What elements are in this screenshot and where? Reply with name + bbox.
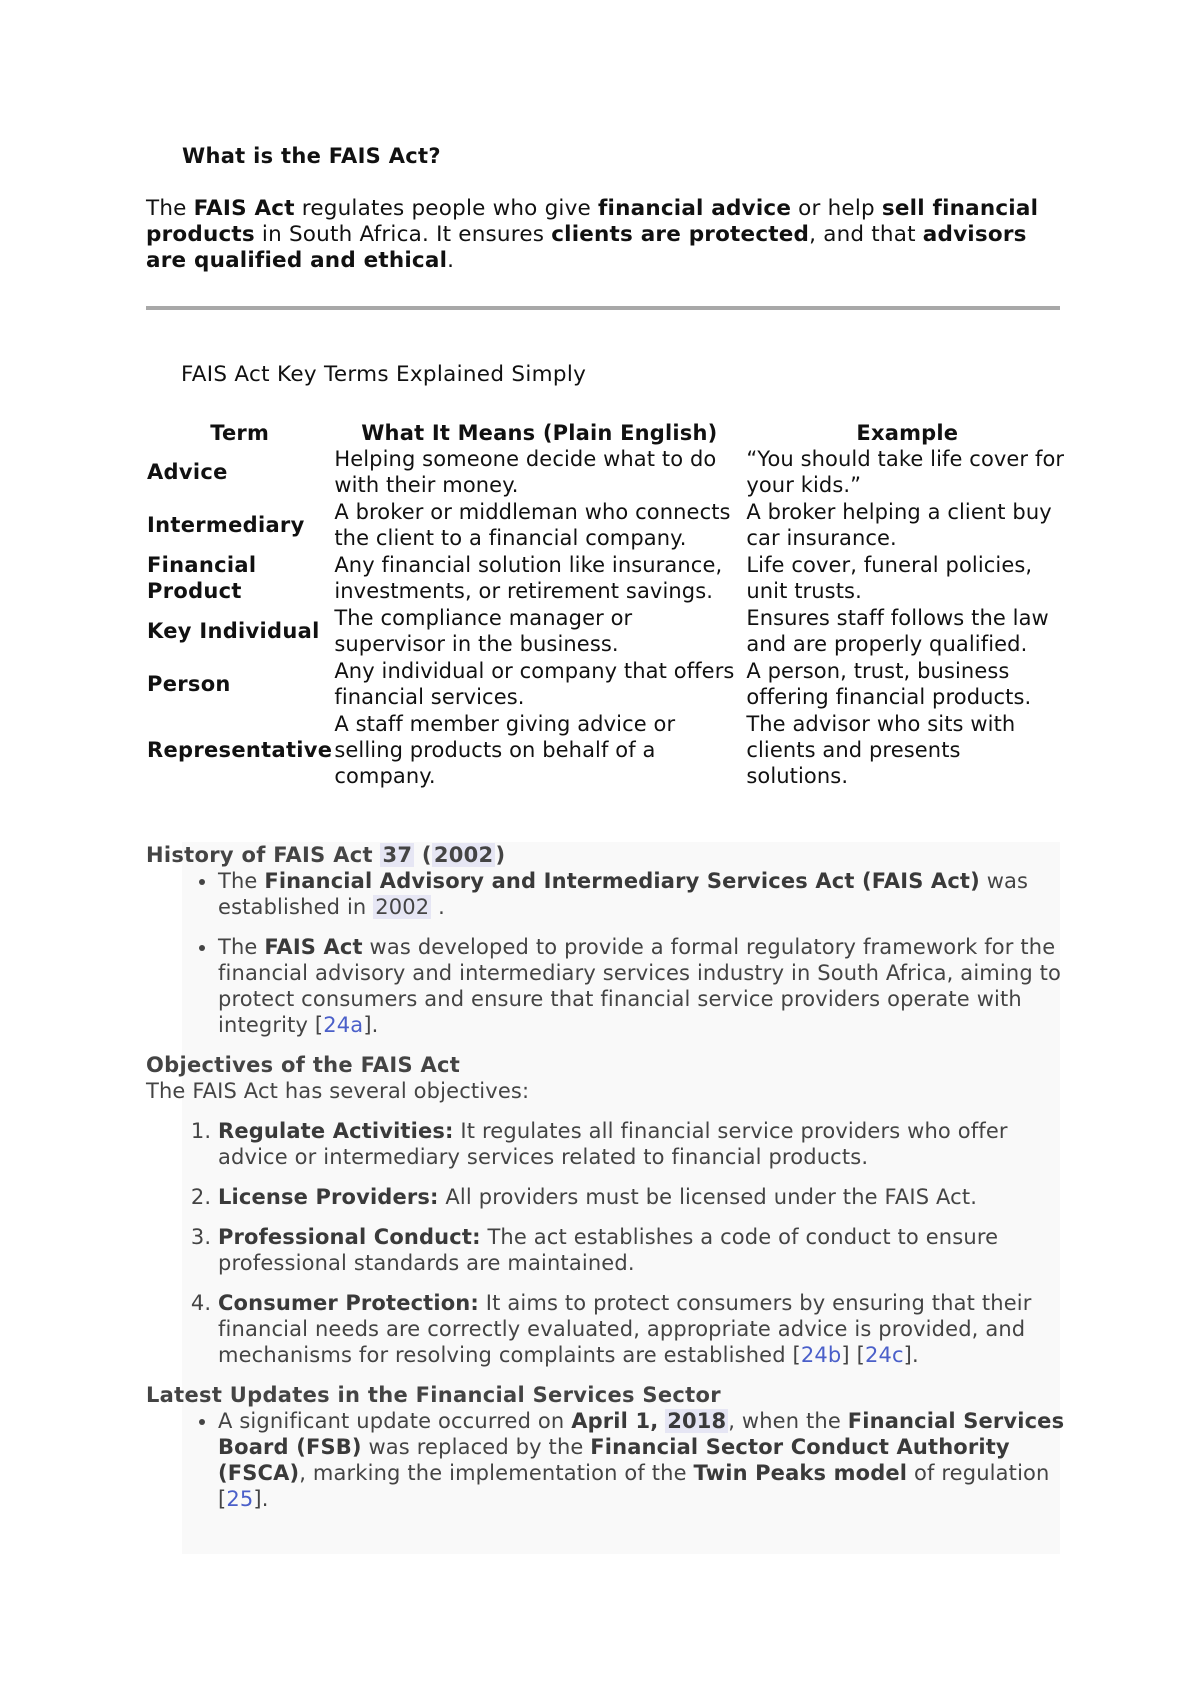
pasted-content-block	[146, 842, 1066, 1526]
citation-link[interactable]: 24c	[864, 1343, 904, 1367]
meaning-cell: A staff member giving advice or selling products on behalf of a company.	[334, 712, 676, 788]
list-text: .	[438, 895, 445, 919]
list-bold: April 1,	[571, 1409, 659, 1433]
list-text: It regulates all financial service providers who offer advice or intermediary services related to financial products.	[218, 1119, 1008, 1169]
example-cell: Ensures staff follows the law and are properly qualified.	[746, 606, 1049, 656]
list-bold: Regulate Activities:	[218, 1119, 454, 1143]
list-bold: Consumer Protection:	[218, 1291, 479, 1315]
intro-bold: clients are protected	[551, 222, 810, 247]
list-text: All providers must be licensed under the FAIS Act.	[438, 1185, 978, 1209]
example-cell: “You should take life cover for your kids.”	[746, 447, 1065, 497]
example-cell: The advisor who sits with clients and presents solutions.	[746, 712, 1016, 788]
intro-bold: FAIS Act	[193, 196, 295, 221]
list-item	[218, 1184, 1066, 1210]
list-item	[218, 1118, 1066, 1170]
example-cell: A person, trust, business offering financial products.	[746, 659, 1032, 709]
example-cell: A broker helping a client buy car insurance.	[746, 500, 1052, 550]
column-header-meaning: What It Means (Plain English)	[361, 421, 718, 445]
list-text: , marking the implementation of the	[299, 1461, 694, 1485]
intro-bold: financial advice	[597, 196, 792, 221]
list-bold: Financial Advisory and Intermediary Services Act (FAIS Act)	[264, 869, 980, 893]
table-row	[146, 605, 1069, 658]
table-row	[146, 658, 1069, 711]
intro-text: in South Africa. It ensures	[254, 222, 552, 247]
list-text: A significant update occurred on	[218, 1409, 572, 1433]
history-section	[146, 842, 1066, 1038]
history-heading-text: )	[495, 843, 506, 867]
objectives-list	[146, 1118, 1066, 1368]
meaning-cell: Any financial solution like insurance, investments, or retirement savings.	[334, 553, 723, 603]
list-bold: Financial Sector Conduct Authority (FSCA)	[218, 1435, 1010, 1485]
objectives-heading: Objectives of the FAIS Act	[146, 1053, 461, 1077]
intro-text: The	[146, 196, 194, 221]
table-row	[146, 711, 1069, 790]
term-cell: Person	[147, 672, 231, 696]
list-text: ].	[363, 1013, 379, 1037]
list-item	[218, 868, 1066, 920]
intro-text: or help	[791, 196, 882, 221]
meaning-cell: Any individual or company that offers financial services.	[334, 659, 735, 709]
horizontal-divider	[146, 306, 1060, 310]
list-text: ].	[903, 1343, 919, 1367]
list-item	[218, 1224, 1066, 1276]
list-text: It aims to protect consumers by ensuring that their financial needs are correctly evaluated, appropriate advice is provided, and mechanisms for resolving complaints are established [	[218, 1291, 1032, 1367]
table-row	[146, 499, 1069, 552]
list-text: was replaced by the	[361, 1435, 591, 1459]
citation-link[interactable]: 25	[226, 1487, 254, 1511]
list-bold: License Providers:	[218, 1185, 439, 1209]
list-text: , when the	[728, 1409, 848, 1433]
list-item	[218, 934, 1066, 1038]
intro-text: .	[447, 248, 455, 273]
term-cell: Key Individual	[147, 619, 320, 643]
highlighted-year: 2018	[667, 1409, 727, 1433]
history-heading	[146, 842, 1066, 868]
list-text: The	[218, 935, 265, 959]
list-item	[218, 1408, 1066, 1512]
intro-text: regulates people who give	[294, 196, 598, 221]
citation-link[interactable]: 24b	[800, 1343, 842, 1367]
term-cell: Financial Product	[147, 553, 257, 603]
intro-bold: sell financial products	[146, 196, 1039, 247]
intro-bold: advisors are qualified and ethical	[146, 222, 1027, 273]
list-text: was established in	[218, 869, 1029, 919]
list-text: of regulation [	[218, 1461, 1050, 1511]
updates-heading: Latest Updates in the Financial Services Sector	[146, 1383, 721, 1407]
table-header-row	[146, 416, 1069, 446]
list-bold: Twin Peaks model	[693, 1461, 908, 1485]
list-text: The act establishes a code of conduct to ensure professional standards are maintained.	[218, 1225, 999, 1275]
column-header-term: Term	[210, 421, 270, 445]
meaning-cell: The compliance manager or supervisor in the business.	[334, 606, 633, 656]
example-cell: Life cover, funeral policies, unit trusts.	[746, 553, 1033, 603]
list-bold: FAIS Act	[264, 935, 363, 959]
list-text: ] [	[841, 1343, 865, 1367]
key-terms-table	[146, 416, 1069, 790]
list-item	[218, 1290, 1066, 1368]
intro-paragraph	[146, 196, 1066, 274]
list-bold: Professional Conduct:	[218, 1225, 481, 1249]
term-cell: Representative	[147, 738, 333, 762]
meaning-cell: A broker or middleman who connects the client to a financial company.	[334, 500, 731, 550]
history-list	[146, 868, 1066, 1038]
citation-link[interactable]: 24a	[323, 1013, 364, 1037]
term-cell: Advice	[147, 460, 228, 484]
highlighted-year: 2002	[433, 843, 494, 867]
intro-text: , and that	[809, 222, 923, 247]
objectives-section	[146, 1052, 1066, 1368]
table-row	[146, 552, 1069, 605]
column-header-example: Example	[856, 421, 959, 445]
history-heading-text: (	[414, 843, 432, 867]
list-bold: Financial Services Board (FSB)	[218, 1409, 1065, 1459]
updates-section	[146, 1382, 1066, 1512]
table-row	[146, 446, 1069, 499]
updates-list	[146, 1408, 1066, 1512]
terms-heading: FAIS Act Key Terms Explained Simply	[181, 362, 587, 387]
list-text: was developed to provide a formal regulatory framework for the financial advisory and intermediary services industry in South Africa, aiming to protect consumers and ensure that financial service providers operate with integrity [	[218, 935, 1062, 1037]
history-heading-text: History of FAIS Act	[146, 843, 381, 867]
page-title: What is the FAIS Act?	[182, 144, 441, 168]
highlighted-year: 2002	[375, 895, 430, 919]
list-text: The	[218, 869, 265, 893]
objectives-intro: The FAIS Act has several objectives:	[146, 1079, 530, 1103]
meaning-cell: Helping someone decide what to do with their money.	[334, 447, 717, 497]
list-text: ].	[253, 1487, 269, 1511]
term-cell: Intermediary	[147, 513, 305, 537]
highlighted-number: 37	[382, 843, 413, 867]
